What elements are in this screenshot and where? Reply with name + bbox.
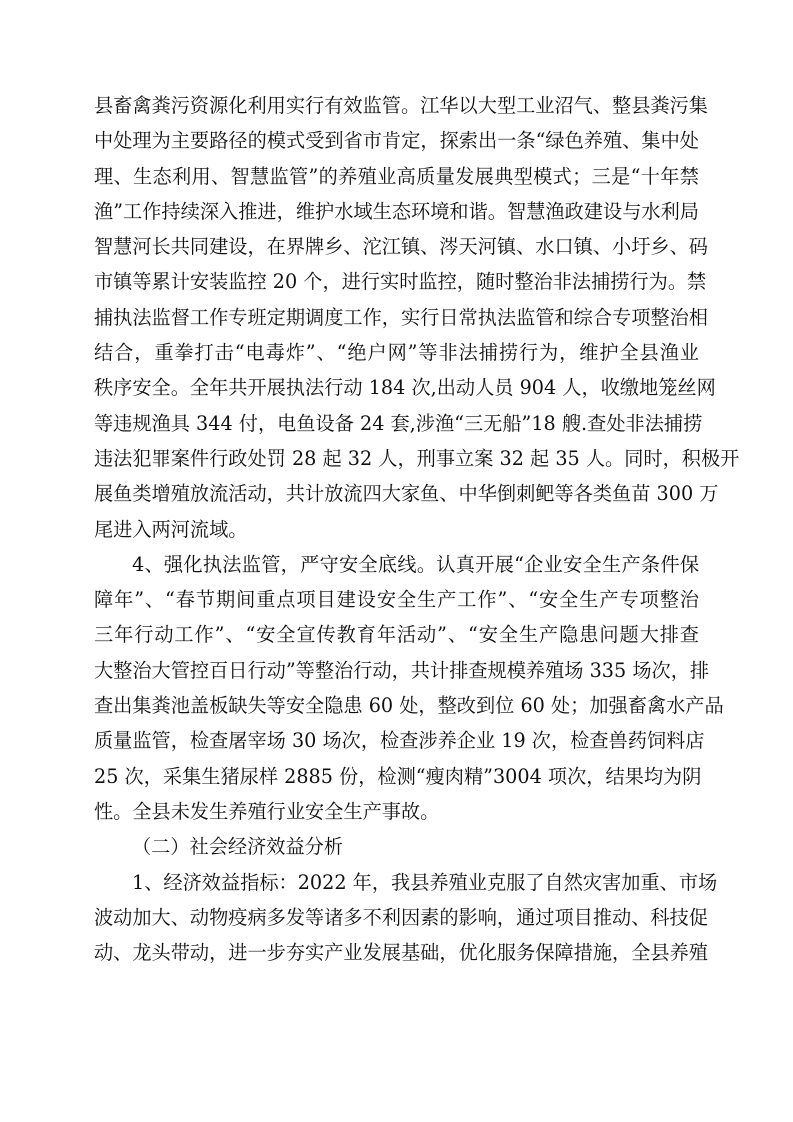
text-line: 性。全县未发生养殖行业安全生产事故。 bbox=[94, 799, 440, 823]
text-line: 捕执法监督工作专班定期调度工作，实行日常执法监管和综合专项整治相 bbox=[94, 305, 708, 329]
text-line: （二）社会经济效益分析 bbox=[132, 835, 344, 859]
text-line: 尾进入两河流域。 bbox=[94, 517, 248, 541]
body-text bbox=[94, 88, 740, 970]
text-line: 三年行动工作”、“安全宣传教育年活动”、“安全生产隐患问题大排查 bbox=[94, 623, 699, 647]
text-line: 理、生态利用、智慧监管”的养殖业高质量发展典型模式；三是“十年禁 bbox=[94, 164, 699, 188]
text-line: 秩序安全。全年共开展执法行动 184 次,出动人员 904 人，收缴地笼丝网 bbox=[94, 376, 716, 400]
text-line: 障年”、“春节期间重点项目建设安全生产工作”、“安全生产专项整治 bbox=[94, 588, 699, 612]
text-line: 中处理为主要路径的模式受到省市肯定，探索出一条“绿色养殖、集中处 bbox=[94, 129, 699, 153]
text-line: 4、强化执法监管，严守安全底线。认真开展“企业安全生产条件保 bbox=[132, 552, 699, 576]
text-line: 市镇等累计安装监控 20 个，进行实时监控，随时整治非法捕捞行为。禁 bbox=[94, 270, 707, 294]
text-line: 质量监管，检查屠宰场 30 场次，检查涉养企业 19 次，检查兽药饲料店 bbox=[94, 729, 705, 753]
text-line: 动、龙头带动，进一步夯实产业发展基础，优化服务保障措施，全县养殖 bbox=[94, 941, 708, 965]
text-line: 结合，重拳打击“电毒炸”、“绝户网”等非法捕捞行为，维护全县渔业 bbox=[94, 341, 699, 365]
text-line: 大整治大管控百日行动”等整治行动，共计排查规模养殖场 335 场次，排 bbox=[94, 658, 710, 682]
text-line: 等违规渔具 344 付，电鱼设备 24 套,涉渔“三无船”18 艘.查处非法捕捞 bbox=[94, 411, 703, 435]
text-line: 波动加大、动物疫病多发等诸多不利因素的影响，通过项目推动、科技促 bbox=[94, 905, 708, 929]
text-line: 1、经济效益指标：2022 年，我县养殖业克服了自然灾害加重、市场 bbox=[132, 870, 718, 894]
text-line: 违法犯罪案件行政处罚 28 起 32 人，刑事立案 32 起 35 人。同时，积极开 bbox=[94, 446, 740, 470]
text-line: 查出集粪池盖板缺失等安全隐患 60 处，整改到位 60 处；加强畜禽水产品 bbox=[94, 694, 724, 718]
text-line: 县畜禽粪污资源化利用实行有效监管。江华以大型工业沼气、整县粪污集 bbox=[94, 94, 708, 117]
text-line: 智慧河长共同建设，在界牌乡、沱江镇、涔天河镇、水口镇、小圩乡、码 bbox=[94, 235, 708, 259]
text-line: 展鱼类增殖放流活动，共计放流四大家鱼、中华倒刺鲃等各类鱼苗 300 万 bbox=[94, 482, 719, 506]
text-line: 渔”工作持续深入推进，维护水域生态环境和谐。智慧渔政建设与水利局 bbox=[94, 199, 699, 223]
text-line: 25 次，采集生猪尿样 2885 份，检测“瘦肉精”3004 项次，结果均为阴 bbox=[94, 764, 702, 788]
